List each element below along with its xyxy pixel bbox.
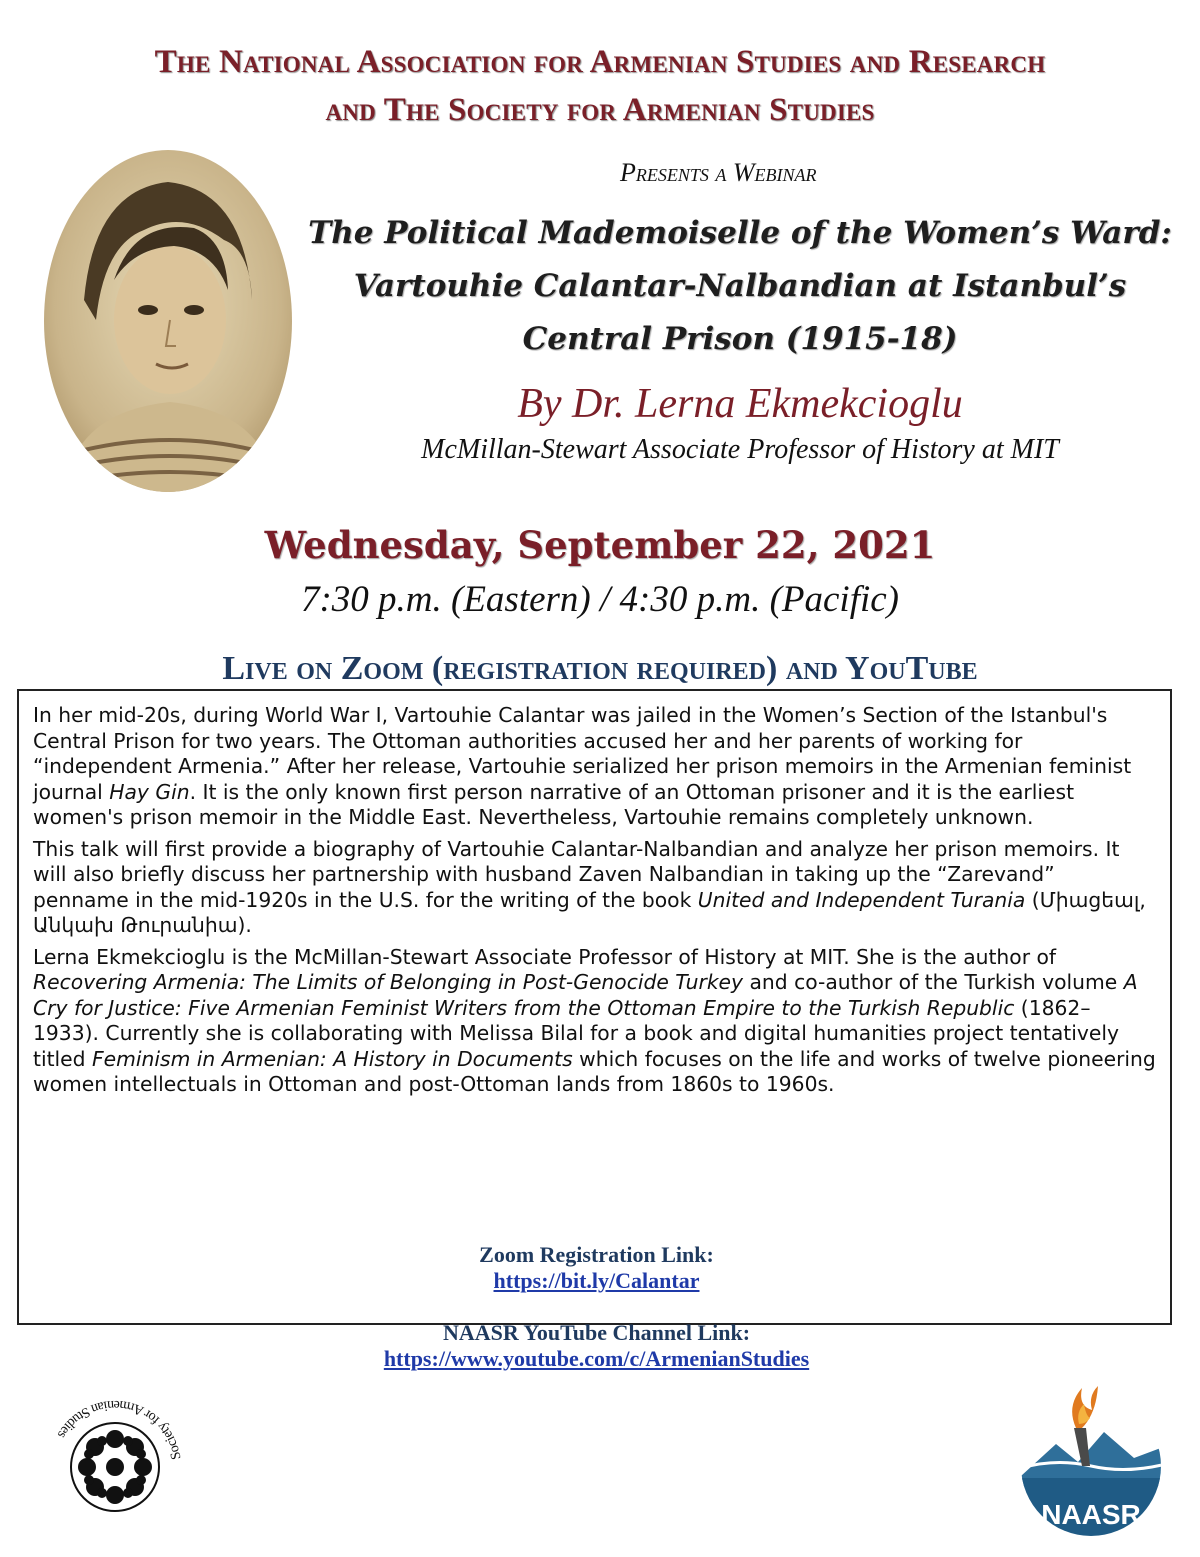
book-title-turania: United and Independent Turania <box>697 887 1026 912</box>
portrait-photo <box>44 150 292 492</box>
description-box <box>17 689 1172 1371</box>
p2-text-a: This talk will first provide a biography of Vartouhie Calantar-Nalbandian and analyze her prison memoirs. It will also briefly discuss her partnership with husband Zaven Nalbandian in taking up the “Zarevand” penname in the mid-1920s in the U.S. for the writing of the book <box>33 836 1120 912</box>
talk-title-line-3: Central Prison (1915-18) <box>522 321 958 357</box>
p1-text-b: . It is the only known first person narrative of an Ottoman prisoner and it is the earliest women's prison memoir in the Middle East. Nevertheless, Vartouhie remains completely unknown. <box>33 779 1075 829</box>
book-title-feminism-in-armenian: Feminism in Armenian: A History in Documents <box>91 1046 573 1071</box>
description-paragraph-3 <box>33 945 1156 1098</box>
sas-logo-text: Society for Armenian Studies <box>53 1396 185 1461</box>
book-title-recovering-armenia: Recovering Armenia: The Limits of Belonging in Post-Genocide Turkey <box>33 970 744 994</box>
p3-text-a: Lerna Ekmekcioglu is the McMillan-Stewart Associate Professor of History at MIT. She is the author of <box>33 944 1057 969</box>
zoom-registration-link[interactable]: https://bit.ly/Calantar <box>493 1268 700 1293</box>
talk-title-line-2: Vartouhie Calantar-Nalbandian at Istanbul’s <box>353 268 1127 304</box>
youtube-link-row <box>19 1346 1174 1372</box>
live-on-zoom-heading: Live on Zoom (registration required) and YouTube <box>222 650 978 687</box>
header-line-1: The National Association for Armenian Studies and Research <box>154 44 1046 80</box>
p3-text-b: and co-author of the Turkish volume <box>743 970 1124 994</box>
p3-text-c: (1862–1933). Currently she is collaborating with Melissa Bilal for a book and digital humanities project tentatively titled <box>33 995 1119 1071</box>
p2-text-b: (Միացեալ, Անկախ Թուրանիա). <box>33 887 1146 937</box>
event-date: Wednesday, September 22, 2021 <box>264 523 936 567</box>
journal-title: Hay Gin <box>109 779 190 804</box>
presents-label: Presents a Webinar <box>620 158 817 187</box>
p3-text-d: which focuses on the life and works of twelve pioneering women intellectuals in Ottoman and post-Ottoman lands from 1860s to 1960s. <box>33 1046 1156 1096</box>
youtube-link-label: NAASR YouTube Channel Link: <box>442 1320 751 1345</box>
zoom-link-row <box>19 1268 1174 1294</box>
speaker-role: McMillan-Stewart Associate Professor of History at MIT <box>421 434 1059 465</box>
event-time: 7:30 p.m. (Eastern) / 4:30 p.m. (Pacific) <box>300 579 900 620</box>
book-title-cry-for-justice: A Cry for Justice: Five Armenian Feminist Writers from the Ottoman Empire to the Turkish Republic <box>33 970 1138 1020</box>
talk-title-line-1: The Political Mademoiselle of the Women’s Ward: <box>308 215 1172 251</box>
p1-text-a: In her mid-20s, during World War I, Vartouhie Calantar was jailed in the Women’s Section of the Istanbul's Central Prison for two years. The Ottoman authorities accused her and her parents of working for “independent Armenia.” After her release, Vartouhie serialized her prison memoirs in the Armenian feminist journal <box>33 703 1132 804</box>
sas-logo <box>30 1382 200 1552</box>
zoom-link-label: Zoom Registration Link: <box>479 1242 714 1267</box>
naasr-logo-text: NAASR <box>1041 1499 1141 1530</box>
naasr-logo <box>1016 1366 1166 1546</box>
speaker-name: By Dr. Lerna Ekmekcioglu <box>517 381 963 427</box>
description-paragraph-2 <box>33 837 1156 939</box>
youtube-channel-link[interactable]: https://www.youtube.com/c/ArmenianStudies <box>383 1346 810 1371</box>
description-paragraph-1 <box>33 703 1156 831</box>
header-line-2: and The Society for Armenian Studies <box>325 92 875 128</box>
